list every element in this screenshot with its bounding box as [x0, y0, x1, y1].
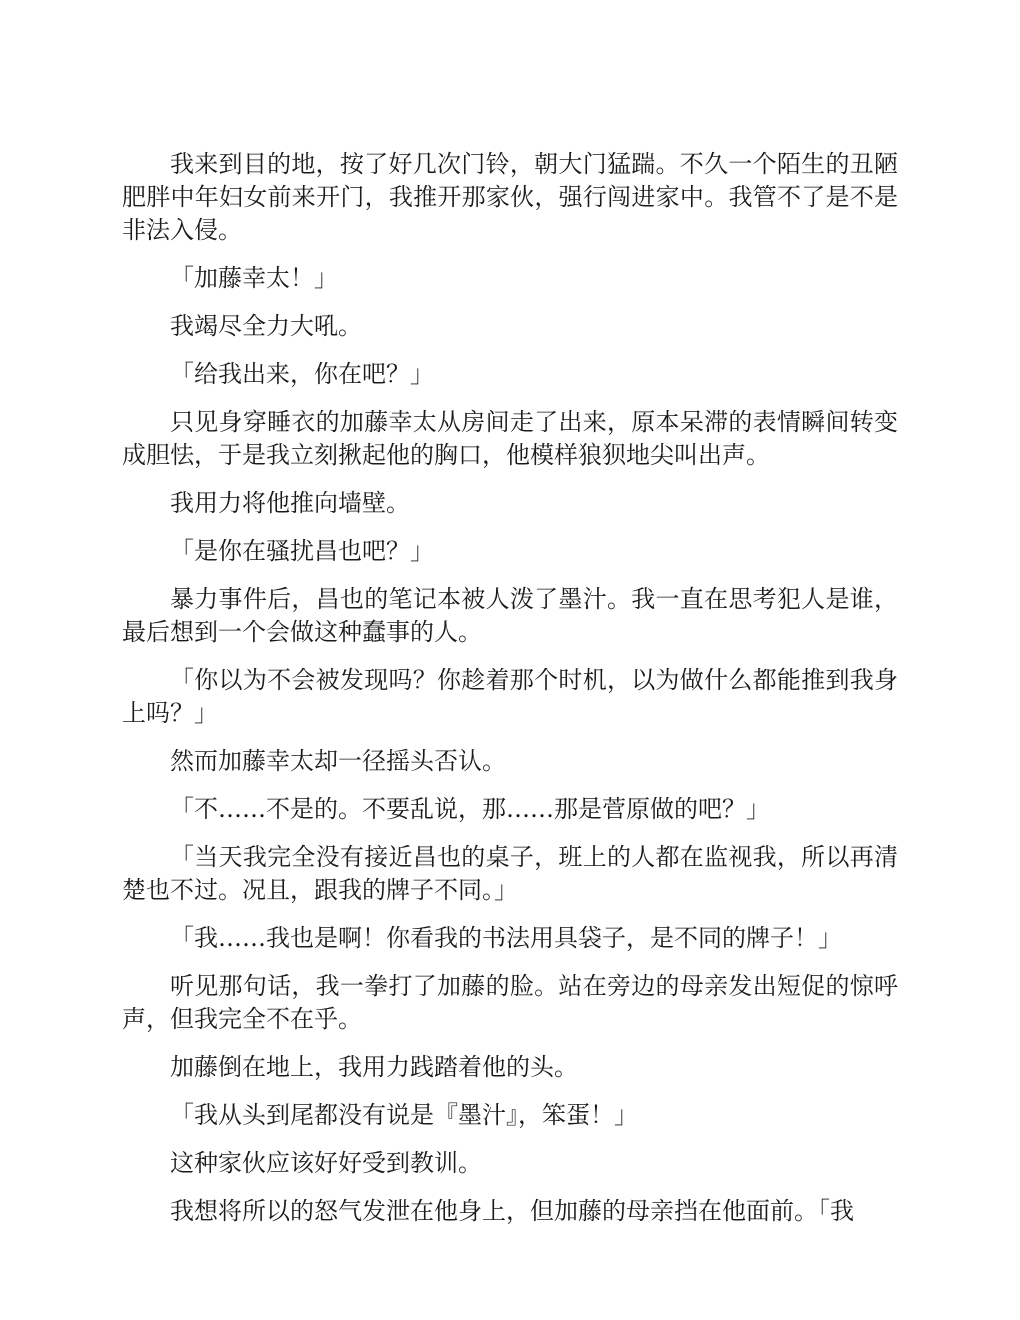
paragraph: 加藤倒在地上，我用力践踏着他的头。: [170, 1053, 578, 1081]
paragraph: 「加藤幸太！」: [170, 264, 338, 292]
paragraph: 听见那句话，我一拳打了加藤的脸。站在旁边的母亲发出短促的惊呼声，但我完全不在乎。: [122, 972, 898, 1033]
document-page: [122, 148, 898, 1243]
paragraph: 然而加藤幸太却一径摇头否认。: [170, 747, 506, 775]
paragraph: 我竭尽全力大吼。: [170, 312, 362, 340]
paragraph: 我想将所以的怒气发泄在他身上，但加藤的母亲挡在他面前。「我: [170, 1197, 854, 1225]
paragraph: 暴力事件后，昌也的笔记本被人泼了墨汁。我一直在思考犯人是谁，最后想到一个会做这种蠢事的人。: [122, 585, 898, 646]
paragraph: 「你以为不会被发现吗？你趁着那个时机，以为做什么都能推到我身上吗？」: [122, 666, 898, 727]
paragraph: 我用力将他推向墙壁。: [170, 489, 410, 517]
paragraph: 这种家伙应该好好受到教训。: [170, 1149, 482, 1177]
paragraph: 我来到目的地，按了好几次门铃，朝大门猛踹。不久一个陌生的丑陋肥胖中年妇女前来开门，我推开那家伙，强行闯进家中。我管不了是不是非法入侵。: [122, 150, 898, 244]
paragraph: 「我……我也是啊！你看我的书法用具袋子，是不同的牌子！」: [170, 924, 842, 952]
paragraph: 只见身穿睡衣的加藤幸太从房间走了出来，原本呆滞的表情瞬间转变成胆怯，于是我立刻揪起他的胸口，他模样狼狈地尖叫出声。: [122, 408, 898, 469]
paragraph: 「不……不是的。不要乱说，那……那是菅原做的吧？」: [170, 795, 770, 823]
paragraph: 「我从头到尾都没有说是『墨汁』，笨蛋！」: [170, 1101, 638, 1129]
paragraph: 「是你在骚扰昌也吧？」: [170, 537, 434, 565]
paragraph: 「当天我完全没有接近昌也的桌子，班上的人都在监视我，所以再清楚也不过。况且，跟我的牌子不同。」: [122, 843, 898, 904]
paragraph: 「给我出来，你在吧？」: [170, 360, 434, 388]
